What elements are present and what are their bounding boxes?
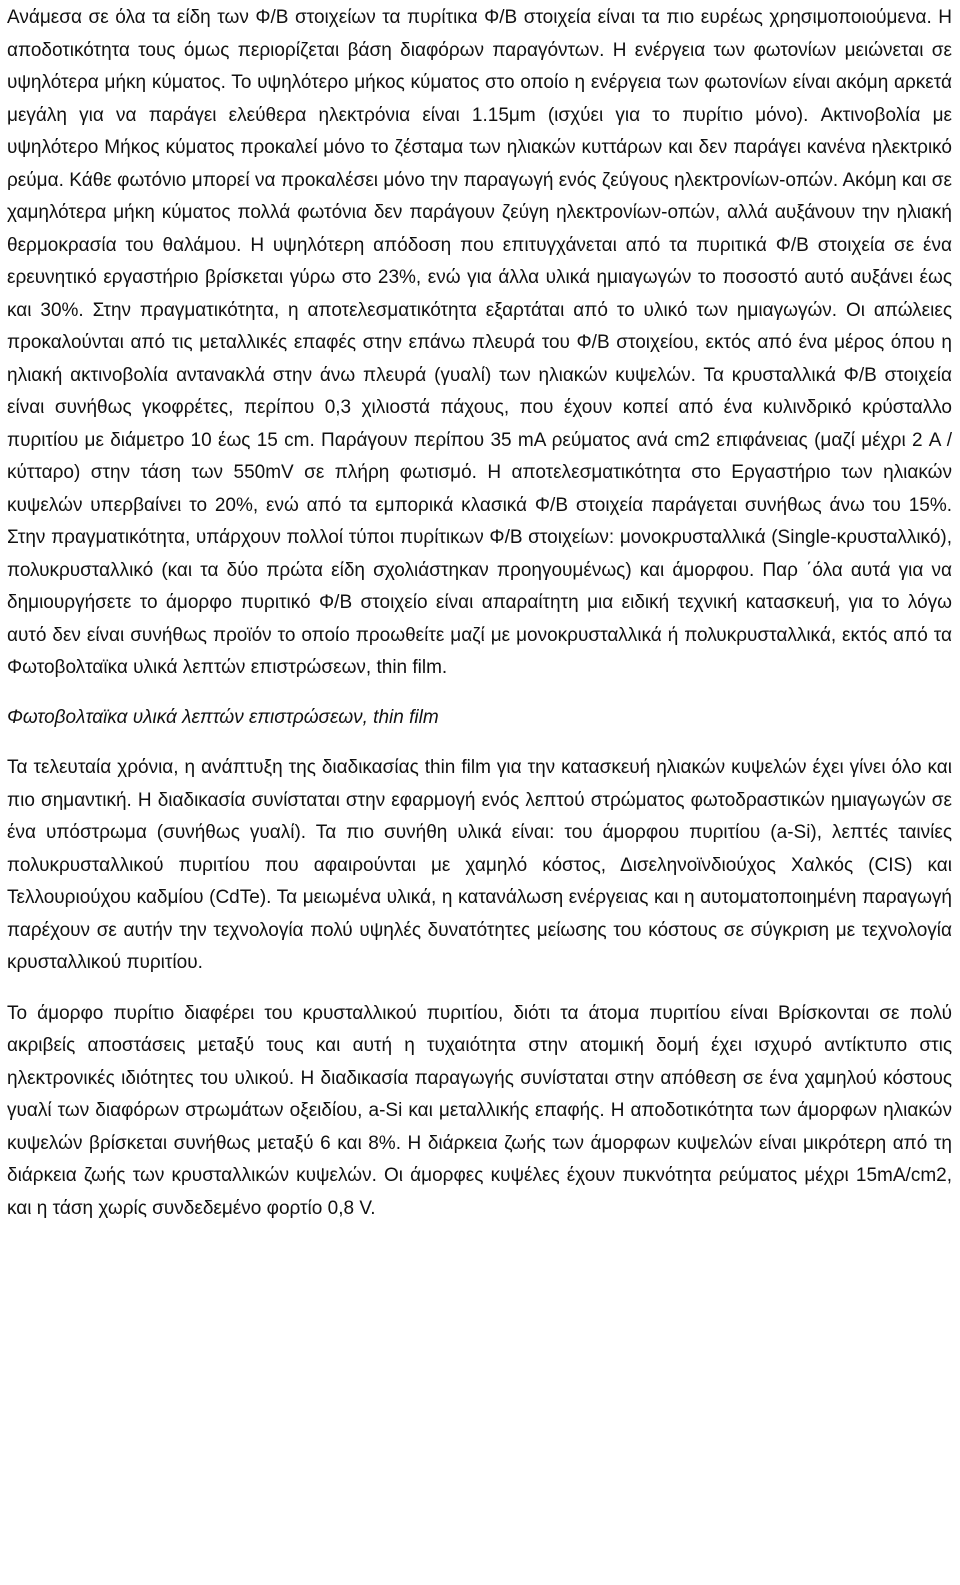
section-heading-thin-film: Φωτοβολταϊκα υλικά λεπτών επιστρώσεων, thin film xyxy=(7,706,439,728)
body-paragraph-solar-silicon: Ανάμεσα σε όλα τα είδη των Φ/Β στοιχείων τα πυρίτικα Φ/Β στοιχεία είναι τα πιο ευρέως χρησιμοποιούμενα. Η αποδοτικότητα τους όμως περιορίζεται βάση διαφόρων παραγόντων. Η ενέργεια των φωτονίων μειώνεται σε υψηλότερα μήκη κύματος. Το υψηλότερο μήκος κύματος στο οποίο η ενέργεια των φωτονίων είναι ακόμη αρκετά μεγάλη για να παράγει ελεύθερα ηλεκτρόνια είναι 1.15μm (ισχύει για το πυρίτιο μόνο). Ακτινοβολία με υψηλότερο Μήκος κύματος προκαλεί μόνο το ζέσταμα των ηλιακών κυττάρων και δεν παράγει κανένα ηλεκτρικό ρεύμα. Κάθε φωτόνιο μπορεί να προκαλέσει μόνο την παραγωγή ενός ζεύγους ηλεκτρονίων-οπών. Ακόμη και σε χαμηλότερα μήκη κύματος πολλά φωτόνια δεν παράγουν ζεύγη ηλεκτρονίων-οπών, αλλά αυξάνουν την ηλιακή θερμοκρασία του θαλάμου. Η υψηλότερη απόδοση που επιτυγχάνεται από τα πυριτικά Φ/Β στοιχεία σε ένα ερευνητικό εργαστήριο βρίσκεται γύρω στο 23%, ενώ για άλλα υλικά ημιαγωγών το ποσοστό αυτό αυξάνει έως και 30%. Στην πραγματικότητα, η αποτελεσματικότητα εξαρτάται από το υλικό των ημιαγωγών. Οι απώλειες προκαλούνται από τις μεταλλικές επαφές στην επάνω πλευρά του Φ/Β στοιχείου, εκτός από ένα μέρος όπου η ηλιακή ακτινοβολία αντανακλά στην άνω πλευρά (γυαλί) των ηλιακών κυψελών. Τα κρυσταλλικά Φ/Β στοιχεία είναι συνήθως γκοφρέτες, περίπου 0,3 χιλιοστά πάχους, που έχουν κοπεί από ένα κυλινδρικό κρύσταλλο πυριτίου με διάμετρο 10 έως 15 cm. Παράγουν περίπου 35 mA ρεύματος ανά cm2 επιφάνειας (μαζί μέχρι 2 A / κύτταρο) στην τάση των 550mV σε πλήρη φωτισμό. Η αποτελεσματικότητα στο Εργαστήριο των ηλιακών κυψελών υπερβαίνει το 20%, ενώ από τα εμπορικά κλασικά Φ/Β στοιχεία παράγεται συνήθως άνω του 15%. Στην πραγματικότητα, υπάρχουν πολλοί τύποι πυρίτικων Φ/Β στοιχείων: μονοκρυσταλλικά (Single-κρυσταλλικό), πολυκρυσταλλικό (και τα δύο πρώτα είδη σχολιάστηκαν προηγουμένως) και άμορφου. Παρ ΄όλα αυτά για να δημιουργήσετε το άμορφο πυριτικό Φ/Β στοιχείο είναι απαραίτητη μια ειδική τεχνική κατασκευή, για το λόγω αυτό δεν είναι συνήθως προϊόν το οποίο προωθείτε μαζί με μονοκρυσταλλικά ή πολυκρυσταλλικά, εκτός από τα Φωτοβολταϊκα υλικά λεπτών επιστρώσεων, thin film. xyxy=(7,7,952,678)
body-paragraph-amorphous-silicon: Το άμορφο πυρίτιο διαφέρει του κρυσταλλικού πυριτίου, διότι τα άτομα πυριτίου είναι Βρίσκονται σε πολύ ακριβείς αποστάσεις μεταξύ τους και αυτή η τυχαιότητα στην ατομική δομή έχει ισχυρό αντίκτυπο στις ηλεκτρονικές ιδιότητες του υλικού. Η διαδικασία παραγωγής συνίσταται στην απόθεση σε ένα χαμηλού κόστους γυαλί των διαφόρων στρωμάτων οξειδίου, a-Si και μεταλλικής επαφής. Η αποδοτικότητα των άμορφων ηλιακών κυψελών βρίσκεται συνήθως μεταξύ 6 και 8%. Η διάρκεια ζωής των άμορφων κυψελών είναι μικρότερη από τη διάρκεια ζωής των κρυσταλλικών κυψελών. Οι άμορφες κυψέλες έχουν πυκνότητα ρεύματος μέχρι 15mA/cm2, και η τάση χωρίς συνδεδεμένο φορτίο 0,8 V. xyxy=(7,1002,952,1219)
body-paragraph-thin-film: Τα τελευταία χρόνια, η ανάπτυξη της διαδικασίας thin film για την κατασκευή ηλιακών κυψελών έχει γίνει όλο και πιο σημαντική. Η διαδικασία συνίσταται στην εφαρμογή ενός λεπτού στρώματος φωτοδραστικών ημιαγωγών σε ένα υπόστρωμα (συνήθως γυαλί). Τα πιο συνήθη υλικά είναι: του άμορφου πυριτίου (a-Si), λεπτές ταινίες πολυκρυσταλλικού πυριτίου που αφαιρούνται με χαμηλό κόστος, Δισεληνοϊνδιούχος Χαλκός (CIS) και Τελλουριούχου καδμίου (CdTe). Τα μειωμένα υλικά, η κατανάλωση ενέργειας και η αυτοματοποιημένη παραγωγή παρέχουν σε αυτήν την τεχνολογία πολύ υψηλές δυνατότητες μείωσης του κόστους σε σύγκριση με τεχνολογία κρυσταλλικού πυριτίου. xyxy=(7,757,952,973)
